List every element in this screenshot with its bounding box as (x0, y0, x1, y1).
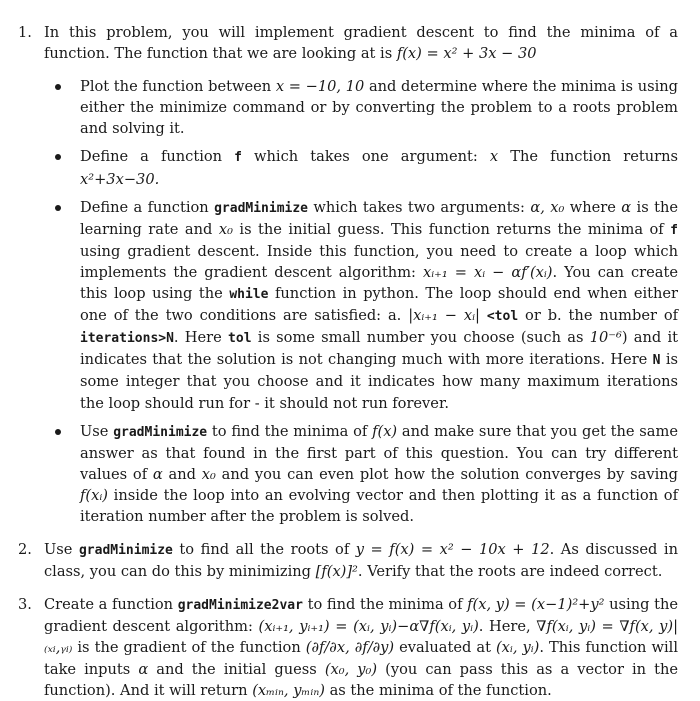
text-run: ) and it indicates that the solution is not changing much with more iterations. Here (80, 329, 678, 369)
problem-item (18, 22, 678, 527)
problem-statement (44, 539, 678, 582)
math-expression: f(x) = x² + 3x − 30 (396, 45, 537, 63)
text-run: Use (80, 422, 114, 440)
math-expression: x²+3x−30. (80, 170, 160, 188)
text-run: is the initial guess. This function returns the minima of (232, 220, 671, 238)
text-run: Create a function (44, 596, 178, 614)
math-expression: α, x₀ (530, 198, 565, 216)
text-run: . Here (173, 329, 229, 347)
math-expression: |xᵢ₊₁ − xᵢ| (408, 307, 480, 325)
text-run: and determine where the minima is using either the minimize command or by converting the problem to a roots problem and solving it. (80, 78, 678, 138)
bullet-icon (55, 429, 61, 435)
text-run: Plot the function between (80, 78, 276, 96)
text-run: and the initial guess (148, 660, 325, 678)
subtask-item (44, 197, 678, 414)
math-expression: xᵢ₊₁ = xᵢ − αf′(xᵢ) (422, 263, 553, 281)
math-expression: f(x, y) = (x−1)²+y² (467, 596, 605, 614)
bullet-icon (55, 154, 61, 160)
math-expression: (xᵢ₊₁, yᵢ₊₁) = (xᵢ, yᵢ)−α∇f(xᵢ, yᵢ) (258, 618, 479, 636)
code-token: <tol (486, 309, 519, 325)
math-expression: (x₀, y₀) (324, 660, 378, 678)
text-run: . Here, (478, 618, 537, 636)
math-expression: [f(x)]² (315, 563, 358, 581)
code-token: while (229, 287, 269, 303)
math-expression: α (621, 198, 632, 216)
math-expression: α (152, 465, 163, 483)
subtask-item (44, 421, 678, 527)
text-run: In this problem, you will implement gradient descent to find the minima of a function. The function that we are looking at is (44, 24, 678, 63)
math-expression: (xₘᵢₙ, yₘᵢₙ) (252, 681, 325, 699)
math-expression: f(x) (372, 422, 398, 440)
text-run: is the gradient of the function (72, 639, 306, 657)
code-token: iterations>N (80, 331, 174, 347)
code-token: N (652, 353, 661, 369)
text-run: evaluated at (394, 639, 496, 657)
code-token: f (670, 222, 678, 238)
problem-item (18, 594, 678, 700)
problem-statement (44, 22, 678, 64)
text-run: . Verify that the roots are indeed correct. (357, 563, 663, 581)
code-token: f (234, 150, 242, 166)
text-run: and you can even plot how the solution converges by saving (215, 465, 678, 483)
text-run: Define a function (80, 198, 215, 216)
text-run (480, 307, 487, 324)
problem-statement (44, 594, 678, 700)
problem-number: 2. (18, 541, 32, 559)
text-run: to find all the roots of (172, 541, 356, 559)
math-expression: (xᵢ, yᵢ) (495, 639, 540, 657)
text-run: . You can create this loop using the (80, 263, 678, 303)
text-run: is the learning rate and (80, 198, 679, 238)
subtask-item (44, 76, 678, 139)
text-run: function in python. The loop should end when either one of the two conditions are satisfied: a. (80, 285, 678, 325)
text-run: which takes two arguments: (308, 198, 531, 216)
text-run: using the gradient descent algorithm: (44, 596, 678, 636)
text-run: is some small number you choose (such as (251, 329, 590, 347)
text-run: and (162, 465, 202, 483)
math-expression: y = f(x) = x² − 10x + 12 (355, 541, 550, 559)
code-token: tol (228, 331, 252, 347)
text-run: (you can pass this as a vector in the function). And it will return (44, 660, 679, 699)
code-token: gradMinimize (113, 424, 208, 440)
problem-number: 3. (18, 596, 32, 614)
bullet-icon (55, 84, 61, 90)
math-expression: ∇f(xᵢ, yᵢ) = ∇f(x, y)|₍ₓᵢ,ᵧᵢ₎ (44, 618, 679, 657)
text-run: inside the loop into an evolving vector and then plotting it as a function of iteration number after the problem is solved. (80, 486, 678, 525)
text-run: . This function will take inputs (44, 639, 678, 678)
text-run: Define a function (80, 148, 235, 166)
text-run: as the minima of the function. (324, 681, 552, 699)
code-token: gradMinimize (78, 543, 173, 559)
math-expression: α (138, 660, 149, 678)
text-run: The function returns (498, 148, 678, 166)
math-expression: (∂f/∂x, ∂f/∂y) (305, 639, 395, 657)
math-expression: 10⁻⁶ (589, 329, 622, 347)
problem-number: 1. (18, 24, 32, 41)
text-run: which takes one argument: (241, 148, 490, 166)
bullet-icon (55, 205, 61, 211)
math-expression: x (489, 148, 499, 166)
text-run: where (564, 198, 622, 216)
code-token: gradMinimize2var (177, 598, 303, 614)
text-run: to find the minima of (207, 422, 373, 440)
text-run: or b. the number of (518, 307, 679, 325)
subtask-item (44, 146, 678, 189)
text-run: . As discussed in class, you can do this by minimizing (44, 541, 678, 581)
problem-item (18, 539, 678, 582)
text-run: Use (44, 541, 79, 559)
math-expression: x₀ (218, 220, 233, 238)
math-expression: x₀ (201, 465, 216, 483)
text-run: using gradient descent. Inside this function, you need to create a loop which implements the gradient descent algorithm: (80, 242, 678, 281)
text-run: to find the minima of (302, 596, 468, 614)
subtask-list (44, 76, 678, 527)
code-token: gradMinimize (214, 200, 309, 216)
math-expression: f(xᵢ) (80, 486, 108, 504)
text-run: is some integer that you choose and it indicates how many maximum iterations the loop should run for - it should not run forever. (80, 351, 678, 412)
math-expression: x = −10, 10 (275, 78, 365, 96)
text-run: and make sure that you get the same answer as that found in the first part of this question. You can try different values of (80, 422, 678, 483)
